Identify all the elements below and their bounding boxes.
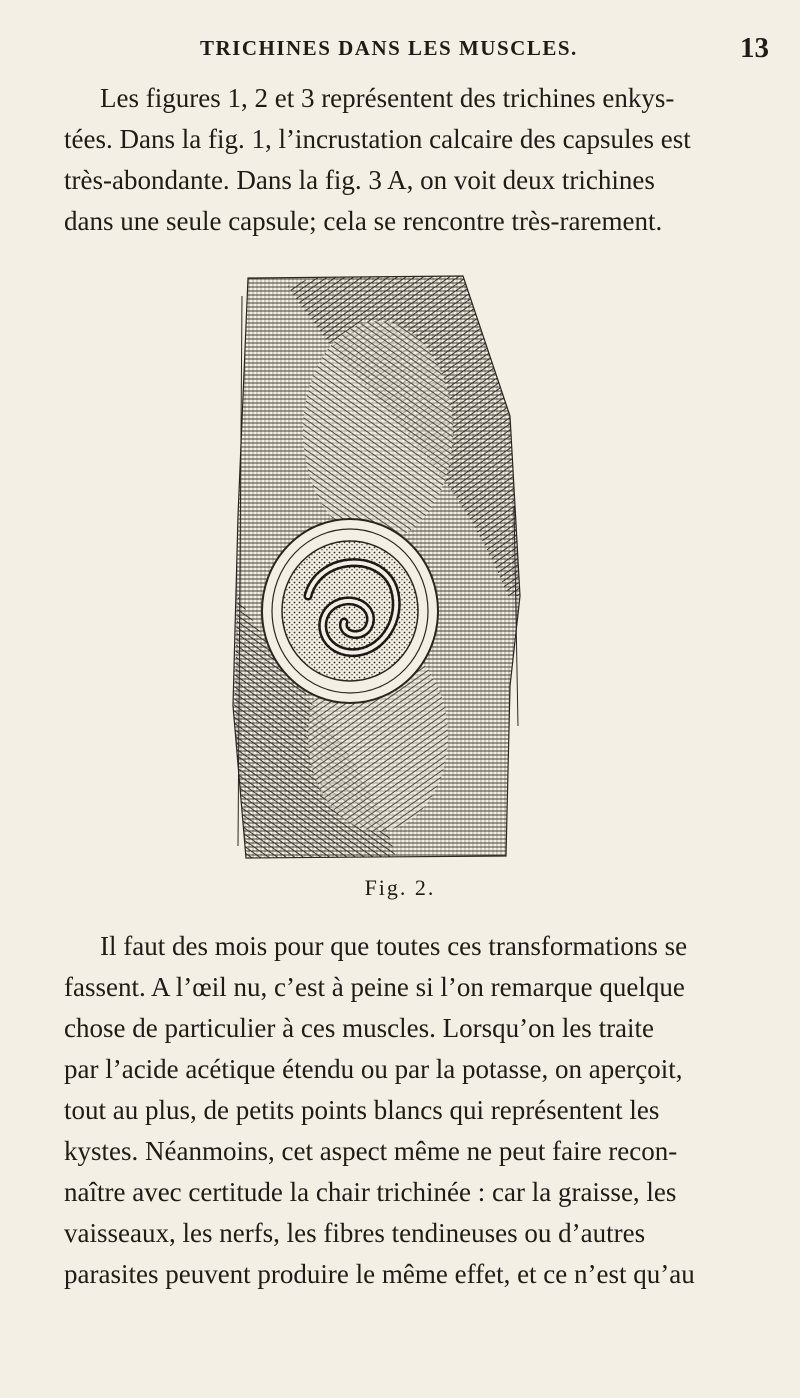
text-line: tout au plus, de petits points blancs qui représentent les <box>64 1095 660 1125</box>
paragraph-2 <box>64 926 744 1295</box>
text-line: par l’acide acétique étendu ou par la potasse, on aperçoit, <box>64 1054 683 1084</box>
page-number: 13 <box>740 32 769 64</box>
text-line: très-abondante. Dans la fig. 3 A, on voit deux trichines <box>64 165 655 195</box>
text-line: dans une seule capsule; cela se rencontre très-rarement. <box>64 206 663 236</box>
text-line: Les figures 1, 2 et 3 représentent des trichines enkys- <box>100 83 675 113</box>
text-line: chose de particulier à ces muscles. Lorsqu’on les traite <box>64 1013 655 1043</box>
text-line: kystes. Néanmoins, cet aspect même ne peut faire recon- <box>64 1136 678 1166</box>
text-line: Il faut des mois pour que toutes ces transformations se <box>100 931 688 961</box>
page-header <box>0 32 800 72</box>
muscle-trichina-illustration <box>228 266 528 866</box>
figure-caption: Fig. 2. <box>364 875 436 900</box>
text-line: fassent. A l’œil nu, c’est à peine si l’on remarque quelque <box>64 972 685 1002</box>
paragraph-1 <box>64 78 744 242</box>
text-line: parasites peuvent produire le même effet, et ce n’est qu’au <box>64 1259 695 1289</box>
running-title: TRICHINES DANS LES MUSCLES. <box>200 36 578 60</box>
text-line: vaisseaux, les nerfs, les fibres tendineuses ou d’autres <box>64 1218 646 1248</box>
text-line: naître avec certitude la chair trichinée : car la graisse, les <box>64 1177 677 1207</box>
text-line: tées. Dans la fig. 1, l’incrustation calcaire des capsules est <box>64 124 691 154</box>
